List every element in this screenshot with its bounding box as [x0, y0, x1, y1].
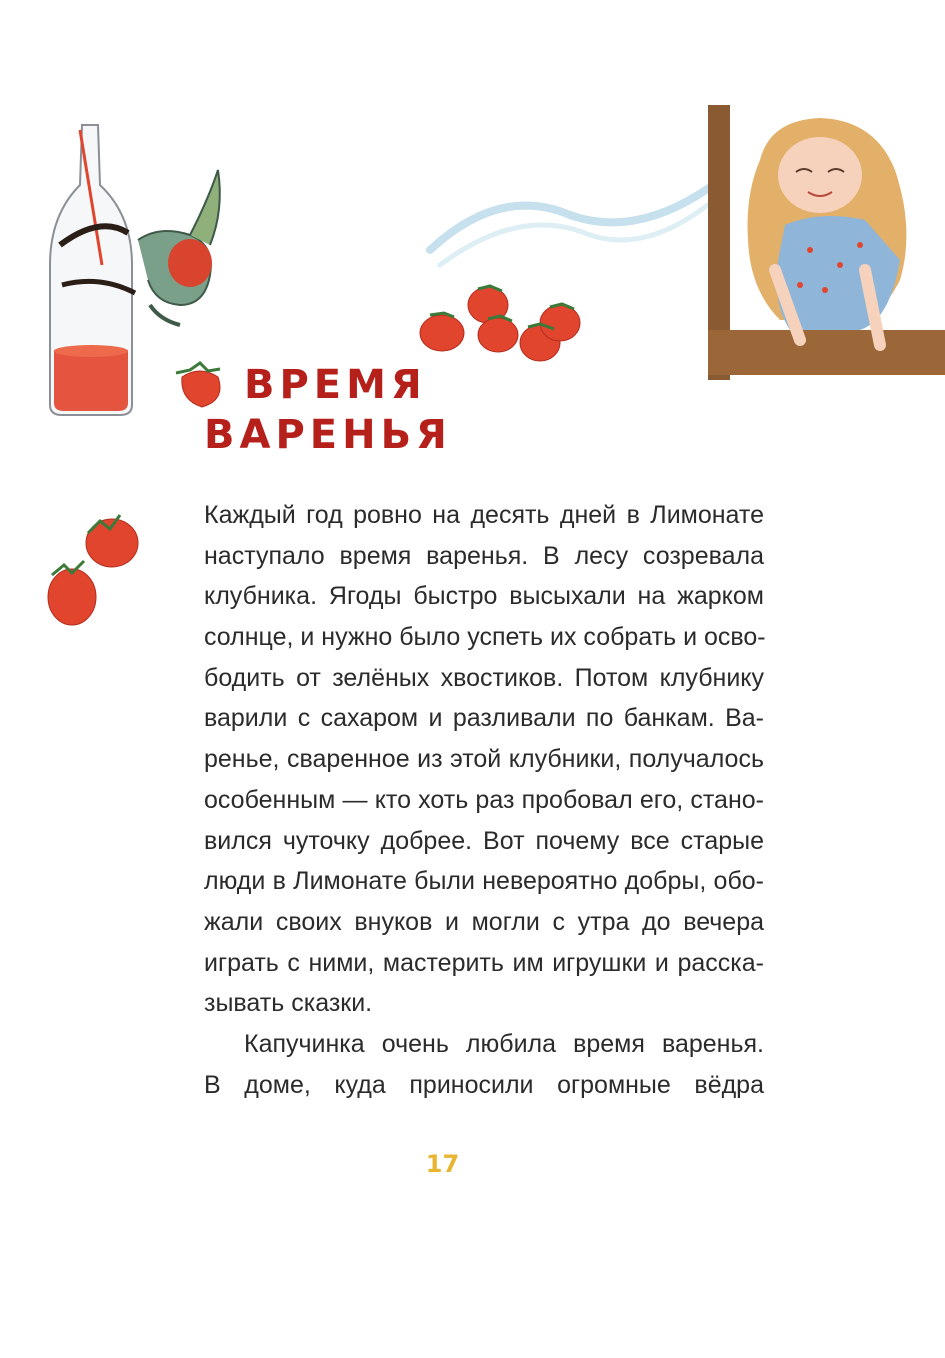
strawberries-illustration: [410, 165, 740, 370]
text-line: бодить от зелёных хвостиков. Потом клубнику: [204, 663, 764, 692]
strawberries-left-illustration: [40, 505, 150, 640]
text-line: клубника. Ягоды быстро высыхали на жарком: [204, 582, 764, 611]
body-text: [204, 495, 764, 1105]
text-line: Капучинка очень любила время варенья.: [244, 1029, 764, 1058]
text-line: Каждый год ровно на десять дней в Лимонате: [204, 501, 764, 529]
page-number: 17: [425, 1150, 460, 1178]
text-line: В доме, куда приносили огромные вёдра: [204, 1070, 764, 1099]
chapter-title-line1: ВРЕМЯ: [244, 362, 427, 408]
text-line: вился чуточку добрее. Вот почему все старые: [204, 826, 764, 855]
girl-in-window-illustration: [700, 100, 945, 390]
text-line: играть с ними, мастерить им игрушки и расска-: [204, 948, 764, 977]
chapter-title: [204, 360, 452, 460]
text-line: солнце, и нужно было успеть их собрать и осво-: [204, 623, 766, 652]
text-line: наступало время варенья. В лесу созревала: [204, 541, 764, 570]
text-line: зывать сказки.: [204, 989, 373, 1018]
text-line: особенным — кто хоть раз пробовал его, стано-: [204, 785, 764, 814]
text-line: варили с сахаром и разливали по банкам. Ва-: [204, 704, 764, 733]
text-line: ренье, сваренное из этой клубники, получалось: [204, 745, 764, 774]
text-line: люди в Лимонате были невероятно добры, обо-: [204, 867, 764, 896]
chapter-title-line2: ВАРЕНЬЯ: [204, 412, 452, 458]
text-line: жали своих внуков и могли с утра до вечера: [204, 907, 764, 936]
